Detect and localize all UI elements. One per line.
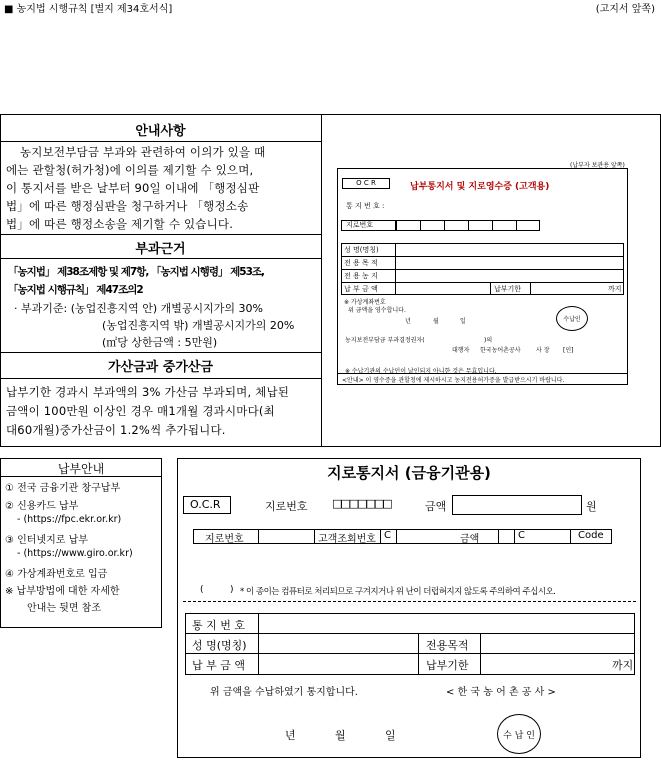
receipt-row-label: 성 명(명칭) (344, 246, 379, 254)
pay-guide-item: - (https://fpc.ekr.or.kr) (17, 514, 122, 525)
giro-month: 월 (335, 729, 346, 742)
guide-title: 안내사항 (135, 124, 186, 139)
giro-amount-label: 금액 (425, 500, 447, 513)
giro-purpose: 전용목적 (426, 639, 469, 652)
guide-line: 법」에 따른 행정소송을 제기할 수 있습니다. (6, 217, 234, 231)
receipt-agent-name: 한국농어촌공사 (480, 347, 521, 354)
strip-check1: C (384, 530, 391, 541)
giro-stamp: 수 납 인 (497, 714, 541, 754)
receipt-paid-note: 위 금액을 영수합니다. (348, 307, 406, 314)
receipt-seal: [인] (563, 347, 574, 354)
giro-warning-paren-close: ) (230, 585, 234, 595)
giro-issuer: < 한 국 농 어 촌 공 사 > (446, 687, 556, 698)
giro-warning-paren: ( (200, 585, 204, 595)
receipt-decider: 농지보전부담금 부과결정권자( (345, 337, 425, 344)
guide-line: 법」에 따른 행정심판을 청구하거나 「행정소송 (6, 199, 249, 213)
giro-closing: 위 금액을 수납하였기 통지합니다. (210, 687, 358, 698)
surcharge-line: 대60개월)중가산금이 1.2%씩 추가됩니다. (6, 423, 226, 437)
guide-line: 농지보전부담금 부과와 관련하여 이의가 있을 때 (20, 145, 266, 159)
receipt-agent-label: 대행자 (452, 347, 470, 354)
receipt-year: 년 (405, 318, 411, 325)
strip-check2: C (518, 530, 525, 541)
basis-title: 부과근거 (135, 242, 186, 257)
giro-year: 년 (285, 729, 296, 742)
basis-line: 「농지법」 제38조제항 및 제7항, 「농지법 시행령」 제53조, (8, 266, 265, 278)
giro-no-label: 지로번호 (265, 500, 308, 513)
giro-no-boxes: □□□□□□□ (332, 497, 391, 510)
giro-day: 일 (385, 729, 396, 742)
receipt-row-label: 전 용 목 적 (344, 259, 378, 267)
receipt-month: 월 (433, 318, 439, 325)
receipt-top-note: (납부자 보관용 앞쪽) (570, 162, 625, 169)
pay-guide-item: - (https://www.giro.or.kr) (17, 548, 133, 559)
guide-line: 에는 관할청(허가청)에 이의를 제기할 수 있으며, (6, 163, 254, 177)
giro-due-label: 납부기한 (426, 659, 469, 672)
receipt-foot2: <안내> 이 영수증을 관할청에 제시하시고 농지전용허가증을 발급받으시기 바랍니다. (342, 377, 565, 384)
receipt-giro-label: 지로번호 (341, 220, 396, 231)
pay-guide-item: ① 전국 금융기관 창구납부 (5, 483, 121, 494)
receipt-stamp: 수납인 (556, 306, 588, 331)
surcharge-title: 가산금과 중가산금 (108, 360, 213, 375)
basis-line: · 부과기준: (농업진흥지역 안) 개별공시지가의 30% (14, 302, 263, 315)
strip-customer-no: 고객조회번호 (318, 534, 376, 545)
surcharge-line: 납부기한 경과시 부과액의 3% 가산금 부과되며, 체납된 (6, 385, 290, 399)
guide-line: 이 통지서를 받은 날부터 90일 이내에 「행정심판 (6, 181, 260, 195)
giro-warning: * 이 종이는 컴퓨터로 처리되므로 구겨지거나 위 난이 더럽혀지지 않도록 주의하여 주십시오. (240, 587, 556, 597)
basis-line: (농업진흥지역 밖) 개별공시지가의 20% (102, 319, 295, 332)
receipt-notice-no: 통 지 번 호 : (346, 202, 385, 210)
receipt-due-until: 까지 (608, 285, 622, 293)
surcharge-line: 금액이 100만원 이상인 경우 매1개월 경과시마다(최 (6, 404, 275, 418)
giro-strip (193, 529, 612, 544)
form-id: ■ 농지법 시행규칙 [별지 제34호서식] (4, 4, 173, 15)
receipt-virtual-account: ※ 가상계좌번호 (344, 299, 386, 306)
basis-line: 「농지법 시행규칙」 제47조의2 (8, 284, 143, 296)
strip-giro-no: 지로번호 (205, 534, 244, 545)
pay-guide-item: ④ 가상계좌번호로 입금 (5, 569, 108, 580)
receipt-ocr: O C R (342, 178, 390, 189)
giro-title: 지로통지서 (금융기관용) (327, 464, 491, 482)
receipt-day: 일 (460, 318, 466, 325)
strip-code: Code (578, 530, 604, 541)
giro-ocr: O.C.R (183, 496, 231, 514)
receipt-due-label: 납부기한 (494, 285, 522, 293)
receipt-agent-title: 사 장 (536, 347, 550, 354)
giro-notice-no: 통 지 번 호 (192, 619, 245, 632)
pay-guide-item: ② 신용카드 납부 (5, 501, 79, 512)
pay-guide-title: 납부안내 (57, 462, 105, 476)
receipt-foot1: ※ 수납기관의 수납인이 날인되지 아니한 것은 무효입니다. (345, 368, 497, 375)
pay-guide-item: 안내는 뒷면 참조 (27, 603, 101, 614)
giro-name: 성 명(명칭) (192, 639, 247, 652)
basis-line: (㎡당 상한금액 : 5만원) (102, 336, 218, 349)
giro-detail-table (185, 613, 635, 675)
receipt-title: 납부통지서 및 지로영수증 (고객용) (410, 182, 550, 192)
pay-guide-item: ※ 납부방법에 대한 자세한 (5, 586, 120, 597)
page-note: (고지서 앞쪽) (595, 4, 655, 15)
giro-pay-amount: 납 부 금 액 (192, 659, 245, 672)
giro-amount-field[interactable] (452, 495, 582, 515)
pay-guide-item: ③ 인터넷지로 납부 (5, 535, 88, 546)
strip-amount: 금액 (460, 534, 480, 545)
receipt-row-label: 전 용 농 지 (344, 272, 378, 280)
receipt-decider-close: )의 (484, 337, 493, 344)
receipt-row-label: 납 부 금 액 (344, 285, 378, 293)
giro-won: 원 (586, 500, 597, 513)
giro-due-until: 까지 (612, 659, 634, 672)
